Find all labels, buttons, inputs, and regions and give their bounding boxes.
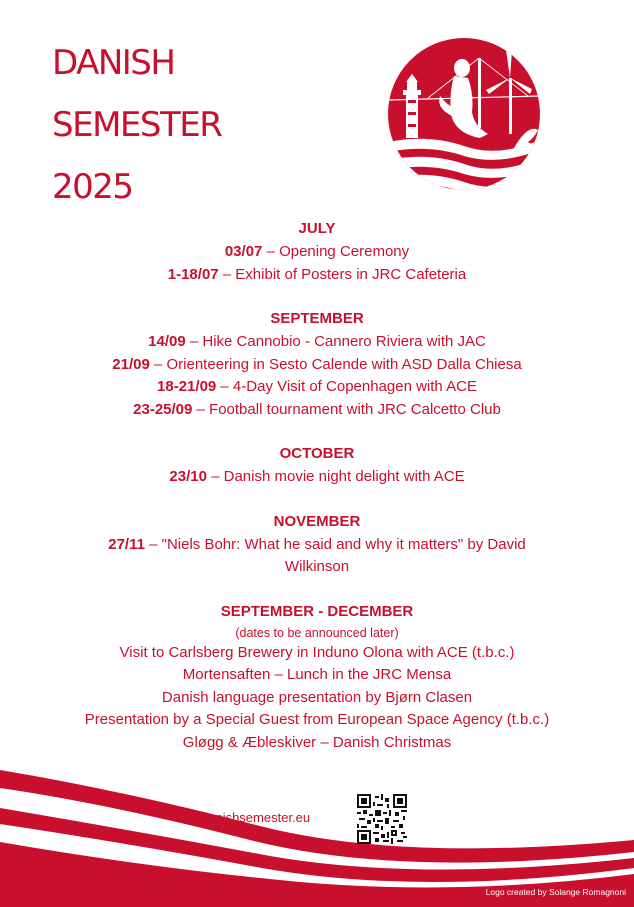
event-text: – "Niels Bohr: What he said and why it matters" by David Wilkinson: [144, 535, 526, 575]
event-date: 14/09: [148, 333, 186, 350]
event-item: [0, 399, 634, 422]
event-date: 21/09: [112, 355, 150, 373]
section-heading: SEPTEMBER - DECEMBER: [220, 602, 414, 620]
section-september: [0, 308, 634, 421]
event-item: [0, 376, 634, 399]
event-text: – Orienteering in Sesto Calende with ASD Dalla Chiesa: [149, 355, 522, 373]
event-item: Presentation by a Special Guest from European Space Agency (t.b.c.): [84, 711, 550, 728]
section-heading: NOVEMBER: [273, 512, 361, 530]
event-item: [0, 241, 634, 264]
event-date: 03/07: [224, 243, 263, 260]
mermaid-logo-icon: [388, 38, 540, 190]
section-november: [0, 511, 634, 579]
event-text: – Exhibit of Posters in JRC Cafeteria: [218, 265, 467, 283]
page-title: [52, 32, 221, 218]
event-text: – Football tournament with JRC Calcetto Club: [192, 400, 501, 418]
title-line-danish: DANISH: [52, 43, 175, 83]
dates-note: (dates to be announced later): [235, 625, 399, 640]
event-item: Danish language presentation by Bjørn Clasen: [161, 688, 473, 706]
event-text: – 4-Day Visit of Copenhagen with ACE: [216, 378, 477, 395]
event-text: – Hike Cannobio - Cannero Riviera with JAC: [185, 333, 486, 350]
title-line-semester: SEMESTER: [52, 105, 222, 145]
qr-code-icon[interactable]: [357, 794, 407, 844]
event-date: 18-21/09: [157, 378, 217, 395]
event-item: Gløgg & Æbleskiver – Danish Christmas: [182, 733, 452, 751]
title-line-year: 2025: [52, 167, 133, 207]
event-program: [0, 218, 634, 776]
section-september-december: [0, 601, 634, 755]
logo-credit: Logo created by Solange Romagnoni: [485, 887, 626, 897]
event-date: 27/11: [108, 535, 145, 553]
event-date: 1-18/07: [167, 265, 219, 283]
event-date: 23/10: [169, 468, 207, 485]
event-item: Visit to Carlsberg Brewery in Induno Olona with ACE (t.b.c.): [119, 643, 515, 661]
section-july: [0, 218, 634, 286]
website-link[interactable]: danishsemester.eu: [201, 810, 311, 825]
section-heading: SEPTEMBER: [270, 310, 364, 327]
section-heading: OCTOBER: [279, 445, 355, 462]
event-date: 23-25/09: [133, 400, 193, 418]
section-heading: JULY: [298, 220, 336, 237]
event-text: – Opening Ceremony: [262, 243, 410, 260]
event-item: [0, 331, 634, 354]
event-item: Mortensaften – Lunch in the JRC Mensa: [182, 666, 452, 683]
event-item: [0, 466, 634, 489]
section-october: [0, 443, 634, 489]
event-text: – Danish movie night delight with ACE: [206, 468, 465, 485]
event-item: [0, 354, 634, 377]
event-item: [0, 264, 634, 287]
event-item: [82, 534, 552, 579]
